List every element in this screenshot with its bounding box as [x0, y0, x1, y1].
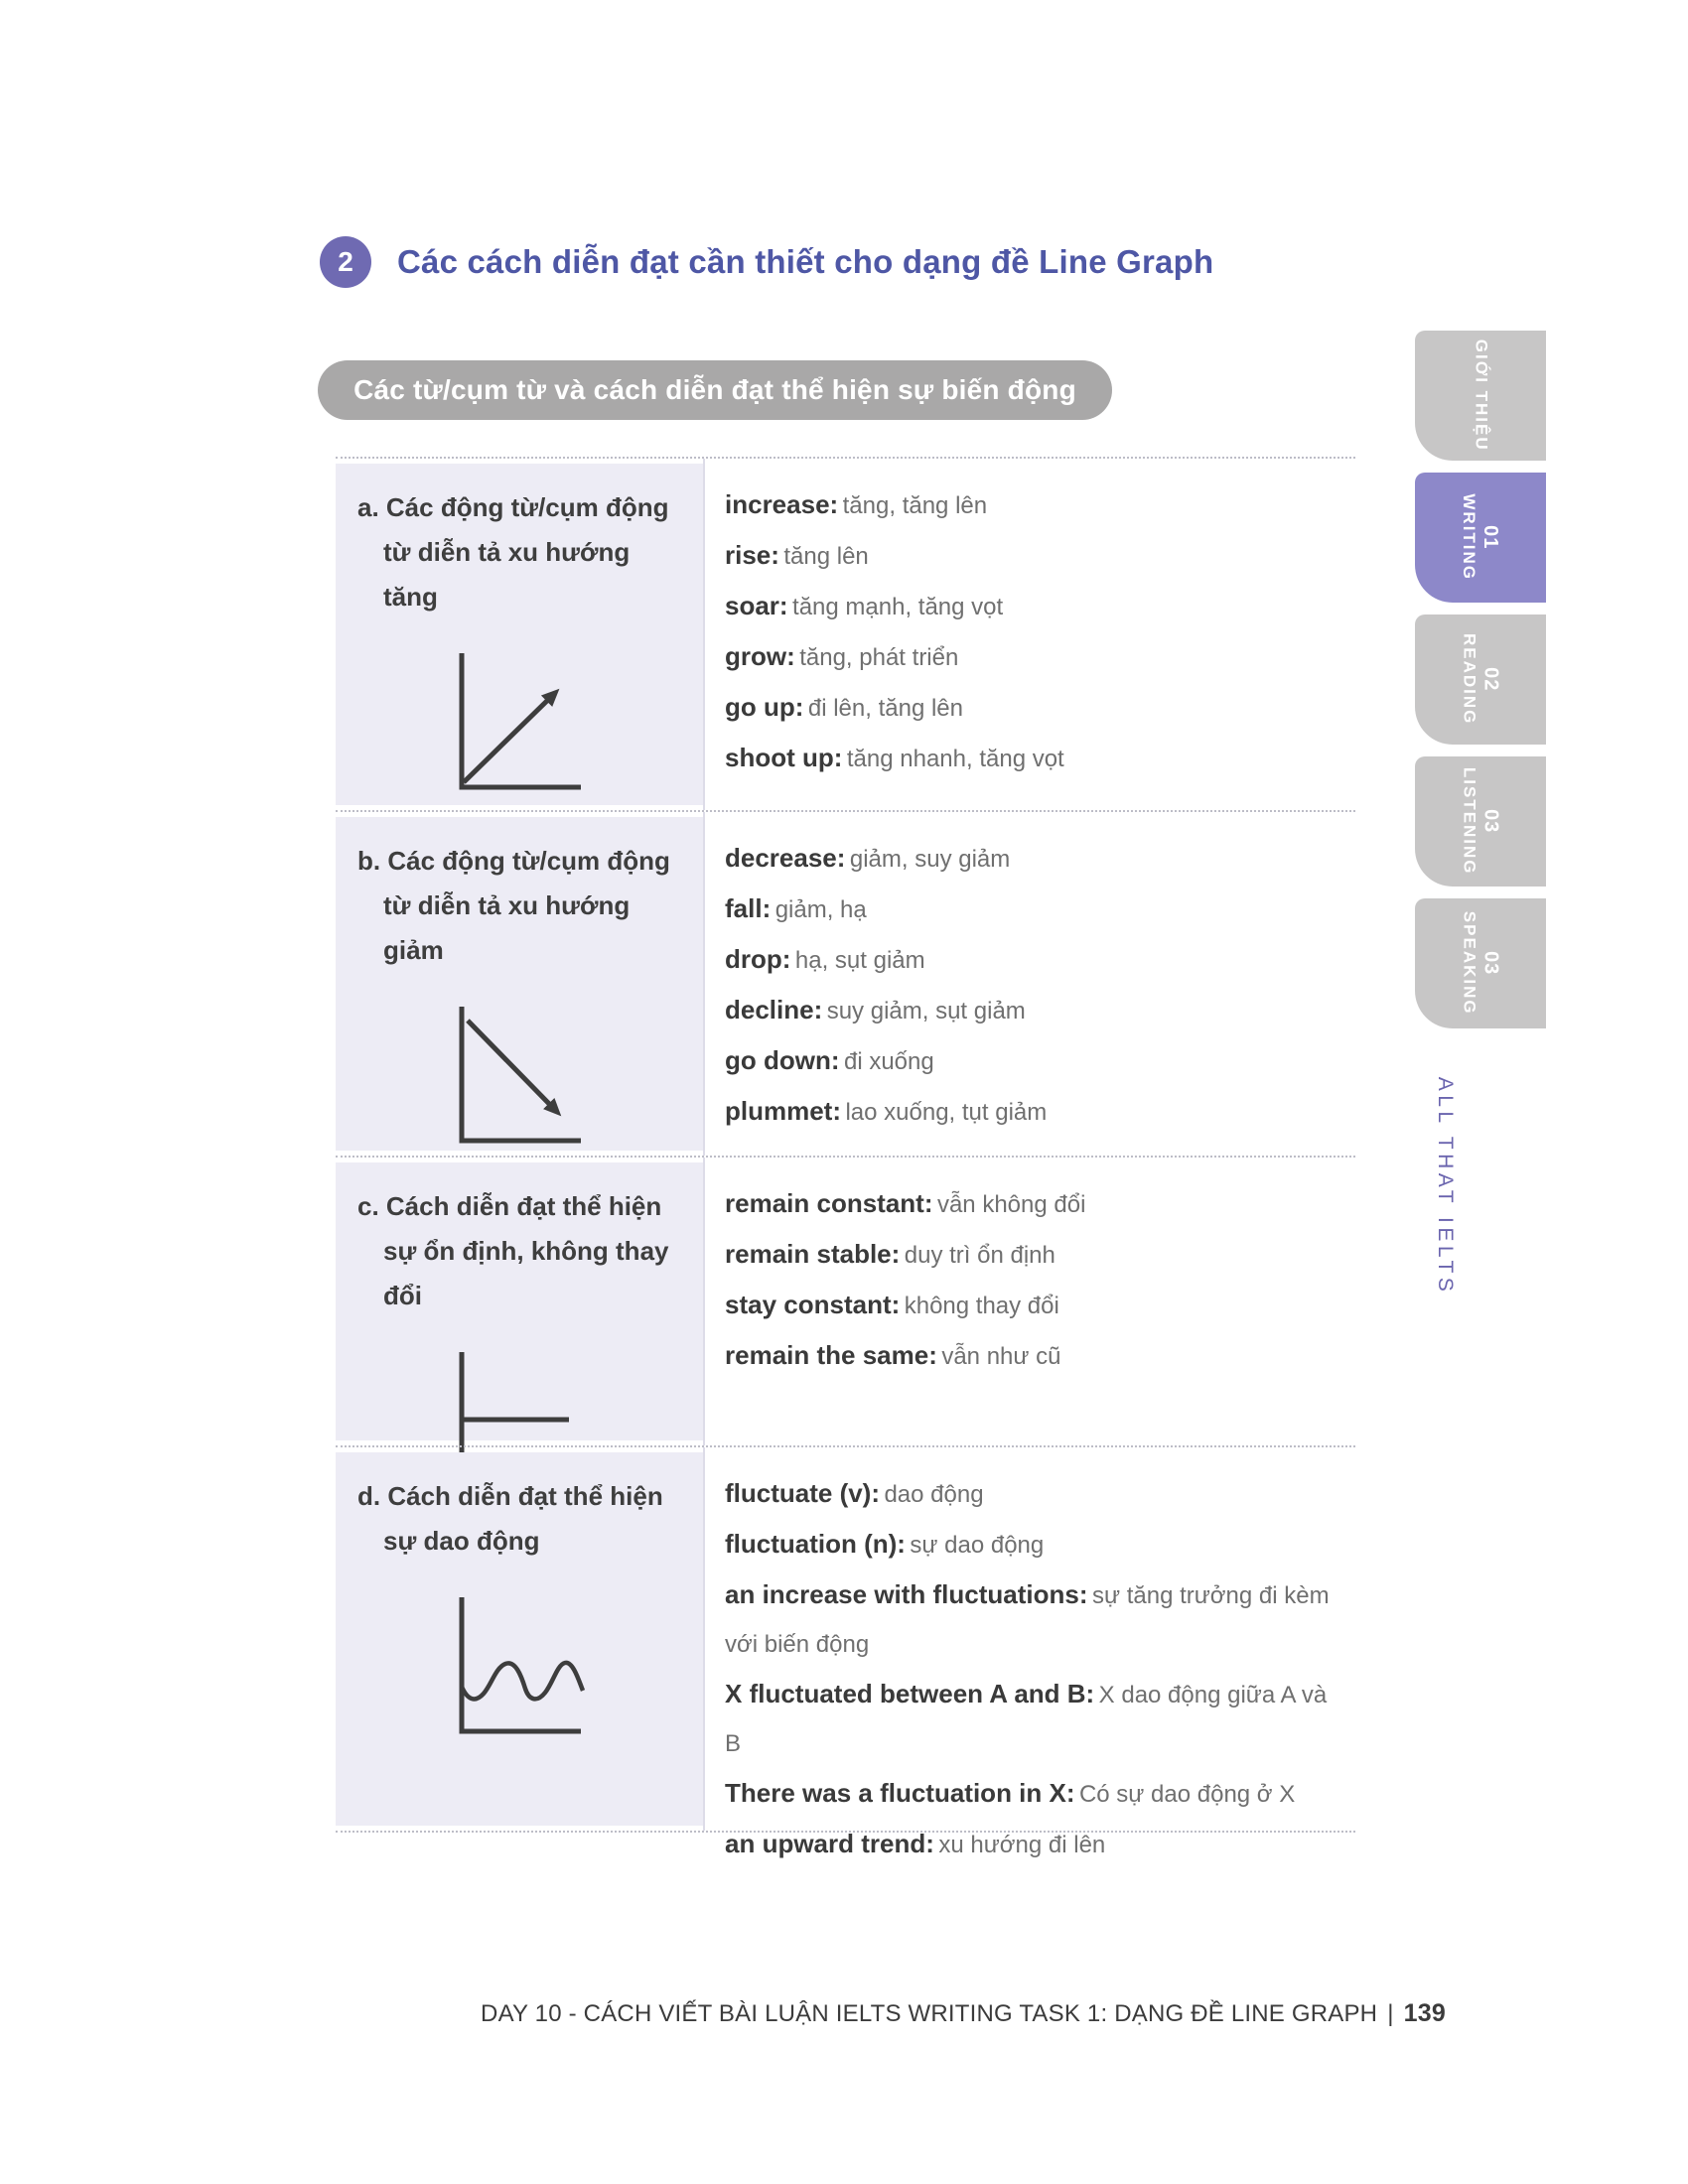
vocab-row	[336, 1156, 1355, 1445]
subsection-pill-label: Các từ/cụm từ và cách diễn đạt thể hiện sự biến động	[353, 374, 1076, 405]
page-number: 139	[1403, 1999, 1446, 2027]
page-title: Các cách diễn đạt cần thiết cho dạng đề Line Graph	[397, 243, 1214, 280]
term-item	[725, 1332, 1341, 1383]
section-header	[320, 236, 1213, 288]
term-text: remain constant:	[725, 1188, 933, 1218]
term-text: grow:	[725, 641, 795, 671]
footer-text: DAY 10 - CÁCH VIẾT BÀI LUẬN IELTS WRITING TASK 1: DẠNG ĐỀ LINE GRAPH	[481, 2000, 1378, 2027]
term-item	[725, 987, 1341, 1037]
term-text: go down:	[725, 1045, 840, 1075]
term-item	[725, 1821, 1341, 1871]
sidebar-tab-writing	[1415, 473, 1546, 603]
vocab-table	[336, 457, 1355, 1858]
term-text: fall:	[725, 893, 772, 923]
tab-rotated-text	[1459, 767, 1502, 876]
trend-down-icon	[452, 1001, 587, 1148]
term-definition: suy giảm, sụt giảm	[826, 998, 1026, 1024]
term-text: remain the same:	[725, 1340, 937, 1370]
term-definition: vẫn như cũ	[941, 1343, 1061, 1370]
category-cell	[336, 1162, 703, 1440]
term-definition: vẫn không đổi	[936, 1191, 1086, 1218]
term-list	[725, 481, 1341, 785]
vocab-row	[336, 810, 1355, 1156]
term-text: fluctuate (v):	[725, 1478, 880, 1508]
term-item	[725, 936, 1341, 987]
tab-rotated-text	[1459, 911, 1502, 1016]
term-text: an increase with fluctuations:	[725, 1579, 1088, 1609]
terms-cell	[703, 812, 1355, 1156]
tab-number: 03	[1479, 809, 1502, 834]
sidebar-tab-reading	[1415, 614, 1546, 745]
category-cell	[336, 817, 703, 1151]
term-item	[725, 1470, 1341, 1521]
tab-label: GIỚI THIỆU	[1472, 340, 1491, 452]
term-text: increase:	[725, 489, 839, 519]
term-definition: đi xuống	[843, 1048, 934, 1075]
fluctuate-wave-icon	[452, 1591, 587, 1738]
category-heading: b. Các động từ/cụm động từ diễn tả xu hướng giảm	[357, 846, 670, 965]
term-item	[725, 1231, 1341, 1282]
term-definition: X dao động giữa A và B	[725, 1682, 1328, 1757]
page-footer	[298, 1999, 1628, 2028]
term-text: drop:	[725, 944, 791, 974]
term-item	[725, 532, 1341, 583]
term-text: fluctuation (n):	[725, 1529, 906, 1559]
term-definition: sự tăng trưởng đi kèm với biến động	[725, 1582, 1330, 1658]
term-text: shoot up:	[725, 743, 843, 772]
term-item	[725, 684, 1341, 735]
term-definition: giảm, hạ	[774, 896, 867, 923]
term-definition: dao động	[884, 1481, 984, 1508]
category-heading: a. Các động từ/cụm động từ diễn tả xu hướng tăng	[357, 492, 669, 612]
term-item	[725, 633, 1341, 684]
term-item	[725, 835, 1341, 886]
tab-number: 01	[1479, 525, 1502, 550]
term-definition: tăng mạnh, tăng vọt	[792, 594, 1004, 620]
trend-up-icon	[452, 647, 587, 794]
sidebar-tab-speaking	[1415, 898, 1546, 1028]
category-cell	[336, 1452, 703, 1826]
term-item	[725, 1180, 1341, 1231]
brand-vertical-text: ALL THAT IELTS	[1434, 1076, 1457, 1297]
term-definition: giảm, suy giảm	[849, 846, 1011, 873]
tab-label: LISTENING	[1460, 767, 1479, 876]
tab-rotated-text	[1459, 633, 1502, 725]
term-item	[725, 1671, 1341, 1770]
term-text: soar:	[725, 591, 788, 620]
tab-label: SPEAKING	[1460, 911, 1479, 1016]
term-text: decrease:	[725, 843, 846, 873]
vocab-row	[336, 457, 1355, 810]
term-item	[725, 1282, 1341, 1332]
category-cell	[336, 464, 703, 805]
term-text: There was a fluctuation in X:	[725, 1778, 1075, 1808]
term-item	[725, 1521, 1341, 1571]
term-text: an upward trend:	[725, 1829, 934, 1858]
terms-cell	[703, 459, 1355, 810]
term-text: remain stable:	[725, 1239, 901, 1269]
term-definition: không thay đổi	[904, 1293, 1059, 1319]
term-item	[725, 735, 1341, 785]
term-definition: sự dao động	[910, 1532, 1045, 1559]
term-item	[725, 1571, 1341, 1671]
tab-number: 03	[1479, 951, 1502, 976]
term-list	[725, 1180, 1341, 1383]
term-definition: xu hướng đi lên	[938, 1832, 1106, 1858]
terms-cell	[703, 1447, 1355, 1858]
term-text: stay constant:	[725, 1290, 901, 1319]
sidebar-tabs	[1415, 331, 1546, 1028]
term-definition: tăng nhanh, tăng vọt	[846, 746, 1064, 772]
term-text: plummet:	[725, 1096, 841, 1126]
term-item	[725, 583, 1341, 633]
tab-number: 02	[1479, 667, 1502, 692]
term-definition: tăng lên	[783, 543, 869, 570]
term-definition: đi lên, tăng lên	[807, 695, 963, 722]
term-item	[725, 1770, 1341, 1821]
category-heading: c. Cách diễn đạt thể hiện sự ổn định, không thay đổi	[357, 1191, 669, 1310]
term-definition: lao xuống, tụt giảm	[845, 1099, 1048, 1126]
term-item	[725, 1037, 1341, 1088]
tab-label: READING	[1460, 633, 1479, 726]
footer-separator: |	[1387, 2000, 1394, 2027]
sidebar-tab-listening	[1415, 756, 1546, 887]
tab-label: WRITING	[1460, 493, 1479, 582]
category-heading: d. Cách diễn đạt thể hiện sự dao động	[357, 1481, 663, 1556]
section-number: 2	[338, 246, 353, 277]
term-text: rise:	[725, 540, 779, 570]
tab-rotated-text	[1471, 340, 1490, 452]
section-number-badge	[320, 236, 371, 288]
terms-cell	[703, 1158, 1355, 1445]
term-definition: Có sự dao động ở X	[1078, 1781, 1296, 1808]
term-text: decline:	[725, 995, 823, 1024]
term-item	[725, 886, 1341, 936]
sidebar-tab-giới-thiệu	[1415, 331, 1546, 461]
vocab-row	[336, 1445, 1355, 1858]
term-text: X fluctuated between A and B:	[725, 1679, 1095, 1708]
term-definition: tăng, phát triển	[799, 644, 959, 671]
term-item	[725, 481, 1341, 532]
term-item	[725, 1088, 1341, 1139]
term-text: go up:	[725, 692, 804, 722]
term-definition: duy trì ổn định	[904, 1242, 1055, 1269]
tab-rotated-text	[1459, 494, 1502, 582]
subsection-pill	[318, 360, 1112, 420]
term-list	[725, 835, 1341, 1139]
term-list	[725, 1470, 1341, 1871]
term-definition: tăng, tăng lên	[842, 492, 988, 519]
term-definition: hạ, sụt giảm	[794, 947, 925, 974]
